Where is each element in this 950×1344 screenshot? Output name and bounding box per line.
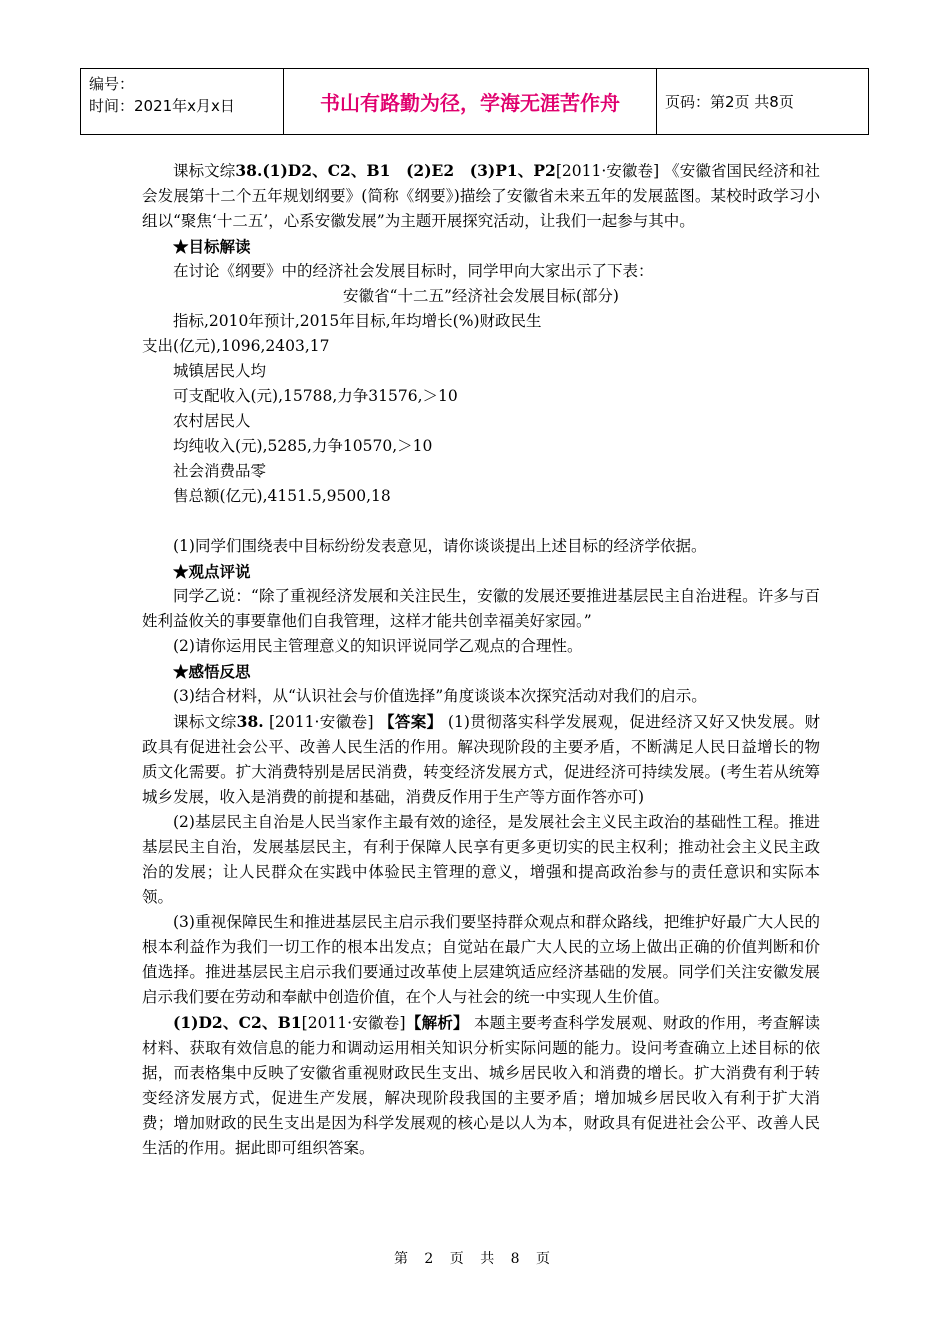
document-body <box>142 158 820 1161</box>
table-intro: 在讨论《纲要》中的经济社会发展目标时，同学甲向大家出示了下表： <box>173 262 654 280</box>
answer-3: (3)重视保障民生和推进基层民主启示我们要坚持群众观点和群众路线，把维护好最广大人民的根本利益作为我们一切工作的根本出发点；自觉站在最广大人民的立场上做出正确的价值判断和价值选择。推进基层民主启示我们要通过改革使上层建筑适应经济基础的发展。同学们关注安徽发展启示我们要在劳动和奉献中创造价值，在个人与社会的统一中实现人生价值。 <box>142 913 820 1006</box>
table-line: 均纯收入(元),5285,力争10570,＞10 <box>173 437 433 455</box>
answer-number: 38. <box>236 712 264 731</box>
table-title: 安徽省“十二五”经济社会发展目标(部分) <box>343 287 619 305</box>
header-page-info: 页码：第2页 共8页 <box>665 93 794 111</box>
header-motto: 书山有路勤为径，学海无涯苦作舟 <box>284 69 657 134</box>
answer-1-text: (1)贯彻落实科学发展观，促进经济又好又快发展。财政具有促进社会公平、改善人民生活的作用。解决现阶段的主要矛盾，不断满足人民日益增长的物质文化需要。扩大消费特别是居民消费，转变经济发展方式，促进经济可持续发展。(考生若从统筹城乡发展，收入是消费的前提和基础，消费反作用于生产等方面作答亦可) <box>142 713 820 806</box>
question-2: (2)请你运用民主管理意义的知识评说同学乙观点的合理性。 <box>173 637 583 655</box>
analysis-tag: 【解析】 <box>405 1013 469 1032</box>
header-meta <box>81 69 284 134</box>
intro-lead: 课标文综 <box>173 162 236 180</box>
answer-tag: 【答案】 <box>378 712 443 731</box>
analysis-text: 本题主要考查科学发展观、财政的作用，考查解读材料、获取有效信息的能力和调动运用相关知识分析实际问题的能力。设问考查确立上述目标的依据，而表格集中反映了安徽省重视财政民生支出、城乡居民收入和消费的增长。扩大消费有利于转变经济发展方式，促进生产发展，解决现阶段我国的主要矛盾；增加城乡居民收入有利于扩大消费；增加财政的民生支出是因为科学发展观的核心是以人为本，财政具有促进社会公平、改善人民生活的作用。据此即可组织答案。 <box>142 1014 820 1157</box>
intro-codes: 38.(1)D2、C2、B1 (2)E2 (3)P1、P2 <box>235 161 556 180</box>
table-line: 社会消费品零 <box>173 462 267 480</box>
table-line: 指标,2010年预计,2015年目标,年均增长(%)财政民生 <box>173 312 542 330</box>
heading-goal: ★目标解读 <box>173 237 251 256</box>
answer-2: (2)基层民主自治是人民当家作主最有效的途径，是发展社会主义民主政治的基础性工程。推进基层民主自治，发展基层民主，有利于保障人民享有更多更切实的民主权利；推动社会主义民主政治的发展；让人民群众在实践中体验民主管理的意义，增强和提高政治参与的责任意识和实际本领。 <box>142 813 820 906</box>
student-b-quote: 同学乙说：“除了重视经济发展和关注民生，安徽的发展还要推进基层民主自治进程。许多与百姓利益攸关的事要靠他们自我管理，这样才能共创幸福美好家园。” <box>142 587 820 630</box>
table-line: 可支配收入(元),15788,力争31576,＞10 <box>173 387 458 405</box>
heading-reflection: ★感悟反思 <box>173 662 251 681</box>
heading-opinion: ★观点评说 <box>173 562 251 581</box>
table-line: 售总额(亿元),4151.5,9500,18 <box>173 487 391 505</box>
table-line: 农村居民人 <box>173 412 251 430</box>
question-3: (3)结合材料，从“认识社会与价值选择”角度谈谈本次探究活动对我们的启示。 <box>173 687 707 705</box>
page-footer: 第 2 页 共 8 页 <box>393 1251 557 1267</box>
intro-text: [2011·安徽卷] 《安徽省国民经济和社会发展第十二个五年规划纲要》(简称《纲要》)描绘了安徽省未来五年的发展蓝图。某校时政学习小组以“聚焦‘十二五’，心系安徽发展”为主题开展探究活动，让我们一起参与其中。 <box>142 162 820 230</box>
analysis-source: [2011·安徽卷] <box>301 1014 406 1032</box>
table-line: 支出(亿元),1096,2403,17 <box>142 337 330 355</box>
answer-1 <box>142 709 820 810</box>
answer-lead: 课标文综 <box>173 713 237 731</box>
analysis <box>142 1010 820 1161</box>
answer-source: [2011·安徽卷] <box>263 713 379 731</box>
table-line: 城镇居民人均 <box>173 362 267 380</box>
analysis-codes: (1)D2、C2、B1 <box>173 1013 302 1032</box>
header-time: 时间：2021年x月x日 <box>89 97 235 115</box>
question-1: (1)同学们围绕表中目标纷纷发表意见，请你谈谈提出上述目标的经济学依据。 <box>173 537 707 555</box>
page-header <box>80 68 869 135</box>
question-intro <box>142 158 820 234</box>
header-number: 编号： <box>89 75 135 93</box>
